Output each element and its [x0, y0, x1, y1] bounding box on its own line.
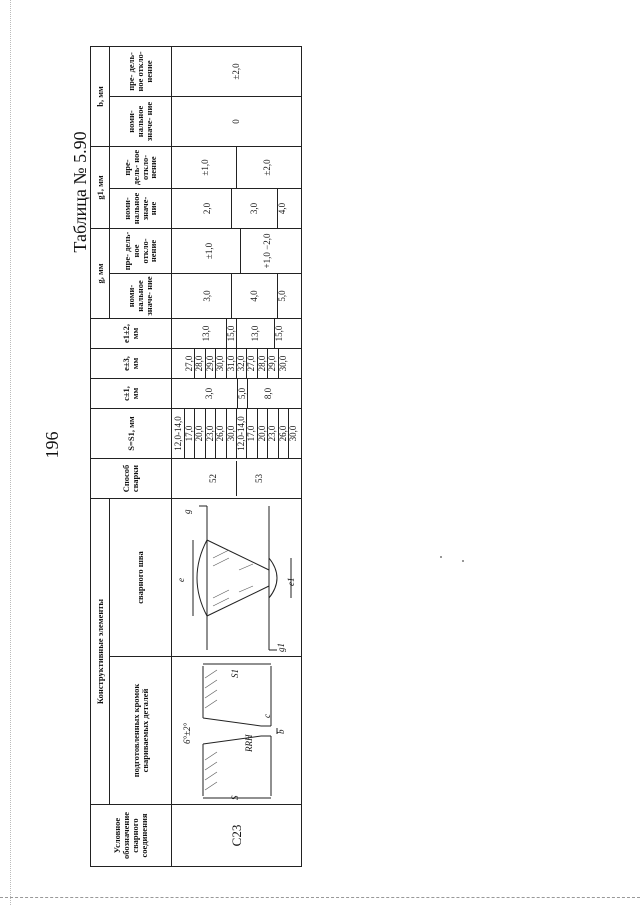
g-nominal-3: 5,0 [277, 290, 288, 302]
e2-52-2: 15,0 [227, 319, 237, 348]
e3-53-1: 27,0 [247, 349, 257, 378]
cell-g-nominal [172, 273, 302, 318]
header-b-deviation: пре- дель- ное откло- нение [110, 46, 172, 96]
page-number: 196 [41, 431, 62, 459]
method-52: 52 [207, 473, 218, 483]
s-53-6: 30,0 [288, 425, 299, 442]
spec-table [90, 46, 302, 867]
header-symbol: Условное обозначение сварного соединения [91, 805, 172, 867]
s-52-3: 20,0 [195, 409, 205, 458]
drawing-prepared-edges [172, 657, 302, 805]
g1-nominal-1: 2,0 [185, 189, 231, 228]
e3-52-3: 29,0 [206, 349, 216, 378]
e3-53-2: 28,0 [258, 349, 268, 378]
label-s: S [229, 795, 240, 800]
s-52-6: 30,0 [227, 409, 237, 458]
g-nominal-2: 4,0 [232, 274, 278, 318]
s-52-5: 26,0 [216, 409, 226, 458]
label-c: c [261, 714, 272, 718]
e3-52-2: 28,0 [195, 349, 205, 378]
method-53: 53 [236, 461, 282, 496]
g-deviation-1: ±1,0 [179, 229, 241, 273]
scan-artifact-dot [440, 556, 442, 558]
header-g-nominal: номи- нальное значе- ние [110, 273, 172, 318]
header-b: b, мм [91, 46, 110, 146]
header-e2: e1±2, мм [91, 318, 172, 348]
e3-52-4: 30,0 [216, 349, 226, 378]
s-53-4: 23,0 [268, 409, 278, 458]
cell-g1-nominal [172, 188, 302, 228]
header-b-nominal: номи- нальное значе- ние [110, 96, 172, 146]
s-53-5: 26,0 [279, 409, 289, 458]
g1-deviation-2: ±2,0 [262, 159, 272, 176]
label-g: g [181, 509, 192, 514]
e2-53-2: 15,0 [274, 325, 285, 342]
s-52-1: 12,0-14,0 [174, 409, 184, 458]
spec-table-rotated [90, 47, 302, 867]
data-row [172, 46, 302, 866]
header-e3: e±3, мм [91, 348, 172, 378]
drawing-weld [172, 498, 302, 656]
g1-nominal-2: 3,0 [232, 189, 278, 228]
weld-seam-diagram [173, 500, 301, 656]
e2-53-1: 13,0 [237, 319, 275, 348]
header-c: c±1, мм [91, 378, 172, 408]
e3-53-3: 29,0 [268, 349, 278, 378]
e3-53-4: 30,0 [277, 355, 288, 372]
scan-artifact-line [0, 897, 640, 899]
header-g1-deviation: пре- дель- ное откло- нение [110, 146, 172, 188]
scan-artifact-dot [462, 560, 464, 562]
cell-e3 [172, 348, 302, 378]
scan-edge [0, 0, 11, 905]
s-52-2: 17,0 [185, 409, 195, 458]
e3-52-1: 27,0 [185, 349, 195, 378]
s-53-3: 20,0 [258, 409, 268, 458]
label-g1: g1 [275, 643, 286, 652]
header-method: Способ сварки [91, 458, 172, 498]
cell-g1-deviation [172, 146, 302, 188]
header-constructive: Конструктивные элементы [91, 498, 110, 804]
cell-g-deviation [172, 228, 302, 273]
cell-e2 [172, 318, 302, 348]
header-row-1 [91, 46, 110, 866]
header-g-deviation: пре- дель- ное откло- нение [110, 228, 172, 273]
table-caption: Таблица № 5.90 [70, 131, 90, 253]
header-g: g, мм [91, 228, 110, 318]
e3-52-5: 31,0 [227, 349, 237, 378]
s-52-4: 23,0 [206, 409, 216, 458]
cell-method [172, 458, 302, 498]
label-e: e [175, 578, 186, 582]
label-angle: 6°±2° [181, 722, 192, 744]
g-deviation-2: +1,0 −2,0 [262, 233, 272, 269]
cell-c [172, 378, 302, 408]
label-s1: S1 [229, 669, 240, 678]
s-53-1: 12,0-14,0 [237, 409, 247, 458]
g1-deviation-1: ±1,0 [175, 147, 237, 188]
cell-s [172, 408, 302, 458]
e3-52-6: 32,0 [237, 349, 247, 378]
g1-nominal-3: 4,0 [277, 202, 288, 215]
cell-b-nominal: 0 [172, 96, 302, 146]
c-53-1: 5,0 [238, 379, 248, 408]
header-s: S=S1, мм [91, 408, 172, 458]
cell-b-deviation: ±2,0 [172, 46, 302, 96]
header-prepared-edges: подготовленных кромок свариваемых деталей [110, 657, 172, 805]
header-weld: сварного шва [110, 498, 172, 656]
s-53-2: 17,0 [247, 409, 257, 458]
label-rrh: RRH [243, 734, 254, 752]
label-b: b [275, 729, 286, 734]
label-e1: e1 [285, 577, 296, 586]
c-53-2: 8,0 [263, 387, 274, 400]
c-52: 3,0 [183, 379, 237, 408]
header-g1: g1, мм [91, 146, 110, 228]
cell-symbol: C23 [172, 805, 302, 867]
e2-52-1: 13,0 [188, 319, 226, 348]
g-nominal-1: 3,0 [185, 274, 231, 318]
header-g1-nominal: номи- нальное значе- ние [110, 188, 172, 228]
